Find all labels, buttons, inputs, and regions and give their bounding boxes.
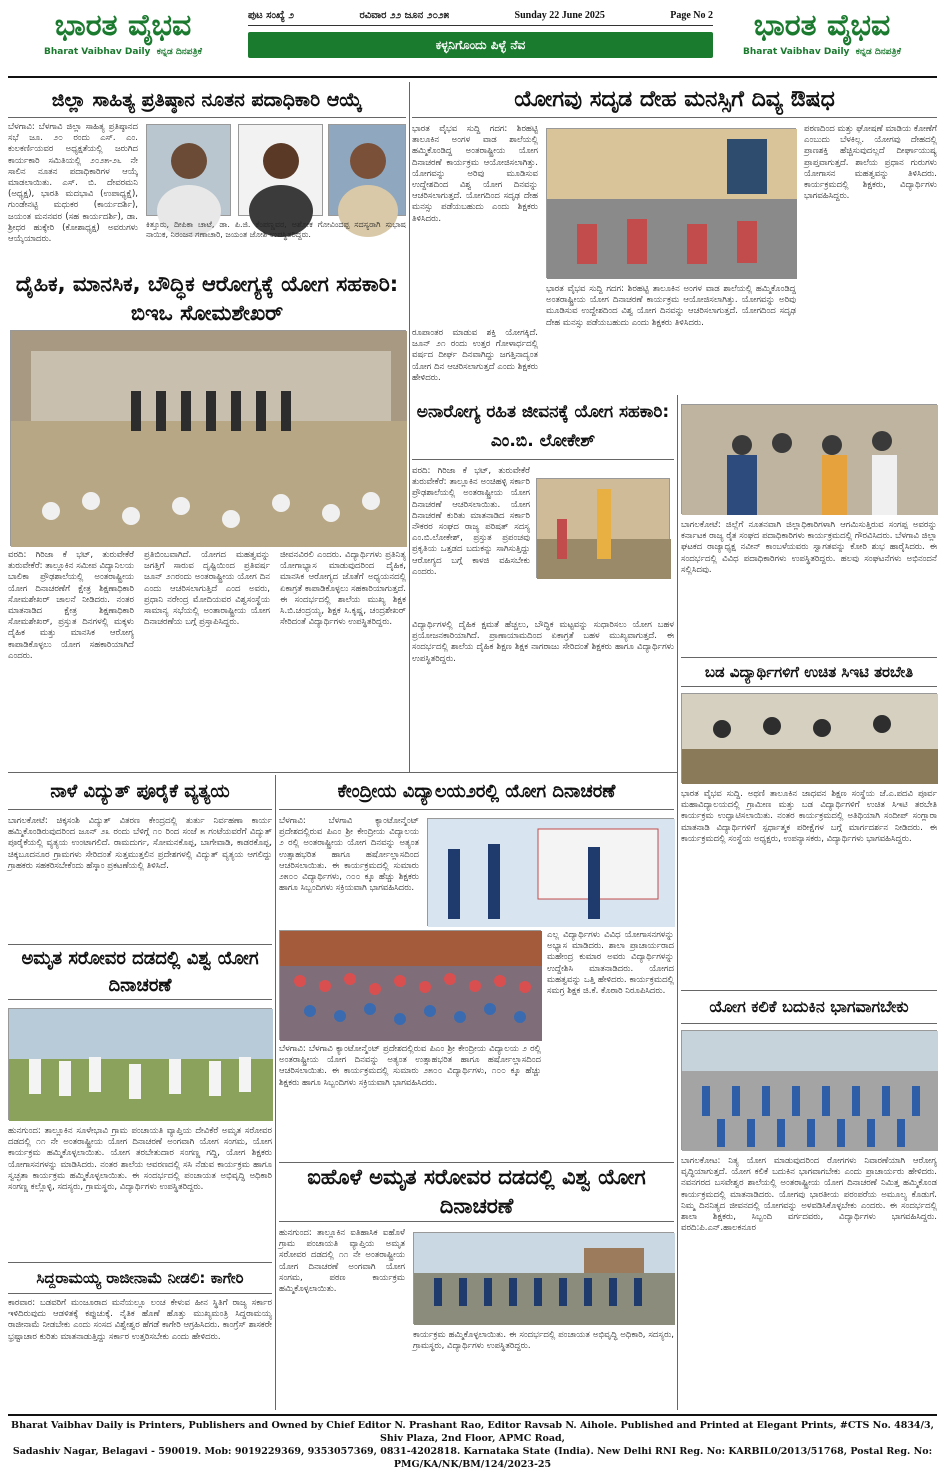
imprint-line: Sadashiv Nagar, Belagavi - 590019. Mob: 9019229369, 9353057369, 0831-4202818. Karnataka State (India). New Delhi RNI Reg. No: KARBIL0/2013/51768, Postal Reg. No: PMG/KA/NK/BM/124/2023-25 [12,1446,933,1470]
news-photo [536,478,670,578]
article-body: ಹುನಗುಂದ: ತಾಲ್ಲೂಕಿನ ಐತಿಹಾಸಿಕ ಐಹೊಳೆ ಗ್ರಾಮ ಪಂಚಾಯತಿ ವ್ಯಾಪ್ತಿಯ ಅಮೃತ ಸರೋವರ ದಡದಲ್ಲಿ ೧೧ ನೇ ಅಂತರಾಷ್ಟ್ರೀಯ ಯೋಗ ದಿನಾಚರಣೆ ಅಂಗವಾಗಿ ಯೋಗ ಸಂಗಮ, ಪಠಣ ಕಾರ್ಯಕ್ರಮ ಹಮ್ಮಿಕೊಳ್ಳಲಾಯಿತು. [279,1228,405,1295]
logo-subtitle: Bharat Vaibhav Daily [44,47,151,57]
assembly-icon [280,931,542,1041]
lakeside-yoga-icon [414,1233,675,1325]
portrait-photo [328,124,406,216]
stage-event-icon [682,694,938,784]
news-photo [427,818,674,926]
news-photo [10,330,406,546]
headline: ದೈಹಿಕ, ಮಾನಸಿಕ, ಬೌದ್ಧಿಕ ಆರೋಗ್ಯಕ್ಕೆ ಯೋಗ ಸಹಕಾರಿ: ಬಿಇಒ ಸೋಮಶೇಖರ್ [15,272,399,325]
news-photo [681,1030,937,1150]
page-number: Page No 2 [670,10,713,21]
divider [8,772,677,773]
divider [275,775,276,1410]
headline: ಯೋಗ ಕಲಿಕೆ ಬದುಕಿನ ಭಾಗವಾಗಬೇಕು [681,990,937,1024]
news-photo [681,404,937,514]
article-yoga-life [681,990,937,1410]
article-kendriya-vidyalaya [279,776,674,1160]
divider [409,82,410,772]
masthead [8,6,937,68]
news-photo [413,1232,674,1324]
issue-number: ಪುಟ ಸಂಖ್ಯೆ ೨ [248,10,295,21]
english-date: Sunday 22 June 2025 [514,10,605,21]
logo-title: ಭಾರತ ವೈಭವ [54,8,192,43]
kannada-date: ರವಿವಾರ ೨೨ ಜೂನ ೨೦೨೫ [359,10,450,21]
yoga-students-icon [428,819,675,927]
yoga-pose-icon [537,479,671,579]
portrait-photo [238,124,323,216]
headline: ಕೇಂದ್ರೀಯ ವಿದ್ಯಾಲಯ೨ರಲ್ಲಿ ಯೋಗ ದಿನಾಚರಣೆ [279,776,674,810]
headline: ಬಡ ವಿದ್ಯಾರ್ಥಿಗಳಿಗೆ ಉಚಿತ ಸಿಇಟಿ ತರಬೇತಿ [681,657,937,687]
logo-right [707,6,937,68]
article-cet-training [681,657,937,987]
masthead-rule [8,76,937,78]
article-body: ರೂಪಾಂತರ ಮಾಡುವ ಶಕ್ತಿ ಯೋಗಕ್ಕಿದೆ. ಜೂನ್ ೨೧ ರಂದು ಉತ್ತರ ಗೋಳಾರ್ಧದಲ್ಲಿ ವರ್ಷದ ದೀರ್ಘ ದಿನವಾಗಿದ್ದು ಜಗತ್ತಿನಾದ್ಯಂತ ಯೋಗ ದಿನ ಆಚರಿಸಲಾಗುತ್ತದೆ ಎಂದು ಶಿಕ್ಷಕರು ಹೇಳಿದರು. [412,328,538,383]
headline: ಯೋಗವು ಸದೃಡ ದೇಹ ಮನಸ್ಸಿಗೆ ದಿವ್ಯ ಔಷಧ [412,84,937,118]
imprint-footer [8,1414,937,1470]
outdoor-group-icon [9,1009,273,1121]
article-body: ಭಾರತ ವೈಭವ ಸುದ್ದಿ ಗದಗ: ಶಿರಹಟ್ಟಿ ತಾಲೂಕಿನ ಅಂಗಳ ವಾಡ ಶಾಲೆಯಲ್ಲಿ ಹಮ್ಮಿಕೊಂಡಿದ್ದ ಅಂತರಾಷ್ಟ್ರೀಯ ಯೋಗ ದಿನಾಚರಣೆ ಕಾರ್ಯಕ್ರಮ ಆಯೋಜಿಸಲಾಗಿತ್ತು. ಯೋಗವನ್ನು ಅರಿವು ಮೂಡಿಸುವ ಉದ್ದೇಶದಿಂದ ವಿಶ್ವ ಯೋಗ ದಿನವನ್ನು ಆಚರಿಸಲಾಗುತ್ತದೆ. ಯೋಗದಿಂದ ಸದೃಢ ದೇಹ ಮನಸ್ಸು ಪಡೆಯಬಹುದು ಎಂದು ಶಿಕ್ಷಕರು ತಿಳಿಸಿದರು. [412,124,538,224]
logo-subtitle-kn: ಕನ್ನಡ ದಿನಪತ್ರಿಕೆ [855,47,901,57]
masthead-center [248,6,713,68]
article-body: ಕಾರವಾರ: ಬಡವರಿಗೆ ಮಂಜೂರಾದ ಮನೆಯಲ್ಲೂ ಲಂಚ ಕೇಳುವ ಹೀನ ಸ್ಥಿತಿಗೆ ರಾಜ್ಯ ಸರ್ಕಾರ ಇಳಿದಿರುವುದು ಆಡಳಿತಕ್ಕೆ ಕಪ್ಪುಚುಕ್ಕೆ. ನೈತಿಕ ಹೊಣೆ ಹೊತ್ತು ಮುಖ್ಯಮಂತ್ರಿ ಸಿದ್ದರಾಮಯ್ಯ ರಾಜೀನಾಮೆ ನೀಡಬೇಕು ಎಂದು ಸಂಸದ ವಿಶ್ವೇಶ್ವರ ಹೆಗಡೆ ಕಾಗೇರಿ ಆಗ್ರಹಿಸಿದರು. ಕಾಂಗ್ರೆಸ್ ಶಾಸಕರೇ ಭ್ರಷ್ಟಾಚಾರ ಕುರಿತು ಮಾತನಾಡುತ್ತಿದ್ದು ಸರ್ಕಾರ ಉತ್ತರಿಸಬೇಕು ಎಂದು ಹೇಳಿದರು. [8,1298,272,1342]
article-body: ವಿದ್ಯಾರ್ಥಿಗಳಲ್ಲಿ ದೈಹಿಕ ಕ್ಷಮತೆ ಹೆಚ್ಚಲು, ಬೌದ್ಧಿಕ ಮಟ್ಟವನ್ನು ಸುಧಾರಿಸಲು ಯೋಗ ಬಹಳ ಪ್ರಯೋಜನಕಾರಿಯಾಗಿದೆ. ಪ್ರಾಣಾಯಾಮದಿಂದ ಏಕಾಗ್ರತೆ ಬಹಳ ಮುಖ್ಯವಾಗುತ್ತದೆ. ಈ ಸಂದರ್ಭದಲ್ಲಿ ಶಾಲೆಯ ದೈಹಿಕ ಶಿಕ್ಷಣ ಶಿಕ್ಷಕ ನಾಗರಾಜು ಸೇರಿದಂತೆ ಶಿಕ್ಷಕರು ಹಾಗೂ ವಿದ್ಯಾರ್ಥಿಗಳು ಉಪಸ್ಥಿತರಿದ್ದರು. [412,620,674,664]
article-body: ಬಾಗಲಕೋಟೆ: ಜಿಲ್ಲೆಗೆ ನೂತನವಾಗಿ ಜಿಲ್ಲಾಧಿಕಾರಿಗಳಾಗಿ ಆಗಮಿಸುತ್ತಿರುವ ಸಂಗಪ್ಪ ಅವರನ್ನು ಕರ್ನಾಟಕ ರಾಜ್ಯ ರೈತ ಸಂಘದ ಪದಾಧಿಕಾರಿಗಳು ಕಾರ್ಯಕ್ರಮದಲ್ಲಿ ಗೌರವಿಸಿದರು. ಬೆಳಗಾವಿ ಜಿಲ್ಲಾ ಘಟಕದ ರಾಜ್ಯಾಧ್ಯಕ್ಷ ನವೀನ್ ಕಾಂಬಳೆಯವರು ಸ್ವಾಗತವನ್ನು ಕೋರಿ ಶುಭ ಹಾರೈಸಿದರು. ಈ ಸಂದರ್ಭದಲ್ಲಿ ವಿವಿಧ ಪದಾಧಿಕಾರಿಗಳು ಉಪಸ್ಥಿತರಿದ್ದರು. ಹಲವು ಸಂಘಟನೆಗಳು ಅಭಿನಂದನೆ ಸಲ್ಲಿಸಿದವು. [681,520,937,575]
article-body: ಪಠಣದಿಂದ ಮತ್ತು ಘೋಷಣೆ ಮಾಡಿಯ ಕೋಣೆಗೆ ಎಂಬುದು ಬೆಳಕಿಲ್ಲ. ಯೋಗವು ದೇಹದಲ್ಲಿ ಪ್ರಾಣಶಕ್ತಿ ಹೆಚ್ಚಿಸುವುದಲ್ಲದೆ ದೀರ್ಘಾಯುಷ್ಯ ಪ್ರಾಪ್ತವಾಗುತ್ತದೆ. ಶಾಲೆಯ ಪ್ರಧಾನ ಗುರುಗಳು ಯೋಗಾಸನ ಮಹತ್ವವನ್ನು ತಿಳಿಸಿದರು. ಕಾರ್ಯಕ್ರಮದಲ್ಲಿ ಶಿಕ್ಷಕರು, ವಿದ್ಯಾರ್ಥಿಗಳು ಭಾಗವಹಿಸಿದ್ದರು. [804,124,937,202]
logo-title: ಭಾರತ ವೈಭವ [753,8,891,43]
article-body: ಭಾರತ ವೈಭವ ಸುದ್ದಿ. ಅಥಣಿ ತಾಲೂಕಿನ ಜಾಧವನ ಶಿಕ್ಷಣ ಸಂಸ್ಥೆಯ ಜೆ.ಎ.ಪದವಿ ಪೂರ್ವ ಮಹಾವಿದ್ಯಾಲಯದಲ್ಲಿ ಗ್ರಾಮೀಣ ಮತ್ತು ಬಡ ವಿದ್ಯಾರ್ಥಿಗಳಿಗೆ ಉಚಿತ ಸಿಇಟಿ ತರಬೇತಿ ಕಾರ್ಯಕ್ರಮ ಉದ್ಘಾಟಿಸಲಾಯಿತು. ನಂತರ ಕಾರ್ಯಕ್ರಮದಲ್ಲಿ ಅತಿಥಿಯಾಗಿ ಸಂದೀಪ್ ಸಂಗ್ಲಾರಾ ಮಾತನಾಡಿ ವಿದ್ಯಾರ್ಥಿಗಳಿಗೆ ಸ್ಪರ್ಧಾತ್ಮಕ ಪರೀಕ್ಷೆಗಳ ಬಗ್ಗೆ ಮಾರ್ಗದರ್ಶನ ನೀಡಿದರು. ಈ ಕಾರ್ಯಕ್ರಮದಲ್ಲಿ ಸಂಸ್ಥೆಯ ಅಧ್ಯಕ್ಷರು, ಉಪನ್ಯಾಸಕರು, ವಿದ್ಯಾರ್ಥಿಗಳು ಭಾಗವಹಿಸಿದ್ದರು. [681,789,937,844]
portrait-icon [147,125,232,217]
article-beo-yoga [8,268,406,768]
portrait-photo [146,124,231,216]
news-photo [546,128,796,278]
article-body: ಬೆಳಗಾವಿ: ಬೆಳಗಾವಿ ಕ್ಯಾಂಟೋನ್ಮೆಂಟ್ ಪ್ರದೇಶದಲ್ಲಿರುವ ಪಿಎಂ ಶ್ರೀ ಕೇಂದ್ರೀಯ ವಿದ್ಯಾಲಯ ೨ ರಲ್ಲಿ ಅಂತರಾಷ್ಟ್ರೀಯ ಯೋಗ ದಿನವನ್ನು ಅತ್ಯಂತ ಉತ್ಸಾಹಭರಿತ ಹಾಗೂ ಹರ್ಷೋಲ್ಲಾಸದಿಂದ ಆಚರಿಸಲಾಯಿತು. ಈ ಕಾರ್ಯಕ್ರಮದಲ್ಲಿ ಸುಮಾರು ೨೫೦೦ ವಿದ್ಯಾರ್ಥಿಗಳು, ೧೦೦ ಕ್ಕೂ ಹೆಚ್ಚು ಶಿಕ್ಷಕರು ಹಾಗೂ ಸಿಬ್ಬಂದಿಗಳು ಸಕ್ರಿಯವಾಗಿ ಭಾಗವಹಿಸಿದರು. [279,816,419,894]
article-kageri [8,1262,272,1410]
article-body: ಪ್ರತಿಬಿಂಬವಾಗಿದೆ. ಯೋಗದ ಮಹತ್ವವನ್ನು ಜಗತ್ತಿಗೆ ಸಾರುವ ದೃಷ್ಟಿಯಿಂದ ಪ್ರತಿವರ್ಷ ಜೂನ್ ೨೧ರಂದು ಅಂತರಾಷ್ಟ್ರೀಯ ಯೋಗ ದಿನ ಎಂದು ಆಚರಿಸಲಾಗುತ್ತಿದೆ ಎಂದ ಅವರು, ಪ್ರಧಾನಿ ನರೇಂದ್ರ ಮೋದಿಯವರ ವಿಶ್ವಸಂಸ್ಥೆಯ ಸಾಮಾನ್ಯ ಸಭೆಯಲ್ಲಿ ಅಂತಾರಾಷ್ಟ್ರೀಯ ಯೋಗ ದಿನಾಚರಣೆಯ ಬಗ್ಗೆ ಪ್ರಸ್ತಾಪಿಸಿದ್ದರು. [144,550,270,628]
dateline [248,6,713,26]
portrait-icon [239,125,324,217]
article-lokesh [412,398,674,768]
headline: ಐಹೊಳೆ ಅಮೃತ ಸರೋವರ ದಡದಲ್ಲಿ ವಿಶ್ವ ಯೋಗ ದಿನಾಚರಣೆ [279,1162,674,1222]
logo-left [8,6,238,68]
article-aihole [279,1162,674,1410]
news-photo [8,1008,272,1120]
article-body: ಹುನಗುಂದ: ತಾಲ್ಲೂಕಿನ ಸೂಳೇಭಾವಿ ಗ್ರಾಮ ಪಂಚಾಯತಿ ವ್ಯಾಪ್ತಿಯ ದೇವಿಕೆರೆ ಅಮೃತ ಸರೋವರ ದಡದಲ್ಲಿ ೧೧ ನೇ ಅಂತರಾಷ್ಟ್ರೀಯ ಯೋಗ ದಿನಾಚರಣೆ ಅಂಗವಾಗಿ ಯೋಗ ಸಂಗಮ, ಯೋಗ ಕಾರ್ಯಕ್ರಮ ಹಮ್ಮಿಕೊಳ್ಳಲಾಯಿತು. ಯೋಗ ತರಬೇತುದಾರ ಸಂಗಣ್ಣ ಗದ್ದಿ, ಯೋಗ ಶಿಕ್ಷಕರು ಯೋಗಾಸನಗಳನ್ನು ಮಾಡಿಸಿದರು. ನಂತರ ಶಾಲೆಯ ಆವರಣದಲ್ಲಿ ಸಸಿ ನೆಡುವ ಕಾರ್ಯಕ್ರಮ ಹಾಗೂ ಸ್ವಚ್ಛತಾ ಕಾರ್ಯಕ್ರಮ ಹಮ್ಮಿಕೊಳ್ಳಲಾಯಿತು. ಈ ಸಂದರ್ಭದಲ್ಲಿ ಪಂಚಾಯತ ಅಭಿವೃದ್ಧಿ ಅಧಿಕಾರಿ ಸಂಗಣ್ಣ ಕಲ್ಲೊಳ್ಳಿ, ಸದಸ್ಯರು, ಗ್ರಾಮಸ್ಥರು, ವಿದ್ಯಾರ್ಥಿಗಳು ಉಪಸ್ಥಿತರಿದ್ದರು. [8,1126,272,1193]
article-body: ಬಾಗಲಕೋಟೆ: ಚಿಕ್ಕಸಂಶಿ ವಿದ್ಯುತ್ ವಿತರಣ ಕೇಂದ್ರದಲ್ಲಿ ತುರ್ತು ನಿರ್ವಹಣಾ ಕಾರ್ಯ ಹಮ್ಮಿಕೊಂಡಿರುವುದರಿಂದ ಜೂನ್ ೨೩ ರಂದು ಬೆಳಿಗ್ಗೆ ೧೦ ರಿಂದ ಸಂಜೆ ೫ ಗಂಟೆಯವರೆಗೆ ವಿದ್ಯುತ್ ಪೂರೈಕೆಯಲ್ಲಿ ವ್ಯತ್ಯಯ ಉಂಟಾಗಲಿದೆ. ರಾಮದುರ್ಗ, ಸೋಮನಕೊಪ್ಪ, ಬಾಗೇವಾಡಿ, ಕಾಡರಕೊಪ್ಪ, ಚಿಕ್ಕಬೂದನೂರ ಗ್ರಾಮಗಳು ಸೇರಿದಂತೆ ಸುತ್ತಮುತ್ತಲಿನ ಪ್ರದೇಶಗಳಲ್ಲಿ ವಿದ್ಯುತ್ ವ್ಯತ್ಯಯ ಆಗಲಿದ್ದು ಗ್ರಾಹಕರು ಸಹಕರಿಸಬೇಕೆಂದು ಹೆಸ್ಕಾಂ ಪ್ರಕಟಣೆಯಲ್ಲಿ ತಿಳಿಸಿದೆ. [8,816,272,871]
article-body: ವರದಿ: ಗಿರಿಜಾ ಕೆ ಭಟ್, ತುರುವೇಕೆರೆ ತುರುವೇಕೆರೆ: ತಾಲ್ಲೂಕಿನ ಅಂಚಿಹಳ್ಳಿ ಸರ್ಕಾರಿ ಪ್ರೌಢಶಾಲೆಯಲ್ಲಿ ಅಂತರಾಷ್ಟ್ರೀಯ ಯೋಗ ದಿನಾಚರಣೆ ಆಚರಿಸಲಾಯಿತು. ಯೋಗ ದಿನಾಚರಣೆ ಕುರಿತು ಮಾತನಾಡಿದ ಸರ್ಕಾರಿ ನೌಕರರ ಸಂಘದ ರಾಜ್ಯ ಪರಿಷತ್ ಸದಸ್ಯ ಎಂ.ಬಿ.ಲೋಕೇಶ್, ಪ್ರಸ್ತುತ ಪ್ರಪಂಚವು ಪ್ರಕೃತಿಯ ಒತ್ತಡದ ಬದುಕನ್ನು ಸಾಗಿಸುತ್ತಿದ್ದು ಆರೋಗ್ಯದ ಬಗ್ಗೆ ಕಾಳಜಿ ವಹಿಸಬೇಕು ಎಂದರು. [412,466,530,577]
news-photo [279,930,541,1040]
article-body: ವರದಿ: ಗಿರಿಜಾ ಕೆ ಭಟ್, ತುರುವೇಕೆರೆ ತುರುವೇಕೆರೆ: ತಾಲ್ಲೂಕಿನ ಸಮೀಪ ವಿದ್ಯಾನಿಲಯ ಬಾಲಿಕಾ ಪ್ರೌಢಶಾಲೆಯಲ್ಲಿ ಅಂತರಾಷ್ಟ್ರೀಯ ಯೋಗ ದಿನಾಚರಣೆಗೆ ಕ್ಷೇತ್ರ ಶಿಕ್ಷಣಾಧಿಕಾರಿ ಸೋಮಶೇಖರ್ ಚಾಲನೆ ನೀಡಿದರು. ನಂತರ ಮಾತನಾಡಿದ ಕ್ಷೇತ್ರ ಶಿಕ್ಷಣಾಧಿಕಾರಿ ಸೋಮಶೇಖರ್, ಪ್ರಸ್ತುತ ದಿನಗಳಲ್ಲಿ ಮಕ್ಕಳು ದೈಹಿಕ ಮತ್ತು ಮಾನಸಿಕ ಆರೋಗ್ಯ ಕಾಪಾಡಿಕೊಳ್ಳಲು ಯೋಗ ಸಹಕಾರಿಯಾಗಿದೆ ಎಂದರು. [8,550,134,661]
portrait-icon [329,125,407,217]
article-body: ಬೆಳಗಾವಿ: ಬೆಳಗಾವಿ ಜಿಲ್ಲಾ ಸಾಹಿತ್ಯ ಪ್ರತಿಷ್ಠಾನದ ಸಭೆ ಜೂ. ೨೦ ರಂದು ಎಸ್. ಎಂ. ಕುಲಕರ್ಣಿಯವರ ಅಧ್ಯಕ್ಷತೆಯಲ್ಲಿ ಜರುಗಿದ ಕಾರ್ಯಕಾರಿ ಸಮಿತಿಯಲ್ಲಿ ೨೦೨೫-೨೬ ನೇ ಸಾಲಿನ ನೂತನ ಪದಾಧಿಕಾರಿಗಳ ಆಯ್ಕೆ ಮಾಡಲಾಯಿತು. ಎಸ್. ಬಿ. ದೇವರಮನಿ (ಅಧ್ಯಕ್ಷ), ಭಾರತಿ ಮದಭಾವಿ (ಉಪಾಧ್ಯಕ್ಷೆ), ಗುಂಡೇನಟ್ಟಿ ಮಧುಕರ (ಕಾರ್ಯದರ್ಶಿ), ಜಯಂತ ಮನನವರ (ಸಹ ಕಾರ್ಯದರ್ಶಿ), ಡಾ. ಶ್ರೀಧರ ಹುಕ್ಕೇರಿ (ಕೋಶಾಧ್ಯಕ್ಷ) ಅವರುಗಳು ಆಯ್ಕೆಯಾದರು. [8,122,138,245]
article-sahitya [8,84,406,264]
headline: ಅಮೃತ ಸರೋವರ ದಡದಲ್ಲಿ ವಿಶ್ವ ಯೋಗ ದಿನಾಚರಣೆ [8,944,272,1000]
headline: ಅನಾರೋಗ್ಯ ರಹಿತ ಜೀವನಕ್ಕೆ ಯೋಗ ಸಹಕಾರಿ: ಎಂ.ಬಿ. ಲೋಕೇಶ್ [412,398,674,460]
imprint-line: Bharat Vaibhav Daily is Printers, Publishers and Owned by Chief Editor N. Prashant Rao, Editor Ravsab N. Aihole. Published and Printed at Elegant Prints, #CTS No. 4834/3, Shiv Plaza, 2nd Floor, APMC Road, [11,1420,934,1444]
felicitation-icon [682,405,938,515]
photo-caption: ಕಿತ್ತೂರು, ದೀಪಿಕಾ ಚಾಟೆ, ಡಾ. ಪಿ.ಜಿ. ಕೆಂಪಣ್ಣವರ, ಅಶೋಕ ಗೋವಿಂದಪ್ಪ ಸದಸ್ಯರಾಗಿ ಸುಭಾಷ ನಾಯಿಕ, ನಿರಂಜನ ಗಣಾಚಾರಿ, ಜಯಂತ ಜೋಶಿ ಉಪಸ್ಥಿತರಿದ್ದರು. [146,220,406,239]
article-yoga-medicine [412,84,937,394]
article-body: ಎಲ್ಲ ವಿದ್ಯಾರ್ಥಿಗಳು ವಿವಿಧ ಯೋಗಾಸನಗಳನ್ನು ಅಭ್ಯಾಸ ಮಾಡಿದರು. ಶಾಲಾ ಪ್ರಾಚಾರ್ಯರಾದ ಮಹೇಂದ್ರ ಕುಮಾರ ಅವರು ವಿದ್ಯಾರ್ಥಿಗಳನ್ನು ಉದ್ದೇಶಿಸಿ ಮಾತನಾಡಿದರು. ಯೋಗದ ಮಹತ್ವವನ್ನು ಒತ್ತಿ ಹೇಳಿದರು. ಕಾರ್ಯಕ್ರಮದಲ್ಲಿ ಸಮಗ್ರ ಶಿಕ್ಷಕ ಜಿ.ಕೆ. ಕೊಠಾರಿ ನಿರೂಪಿಸಿದರು. [547,930,674,997]
news-photo [681,693,937,783]
divider [677,395,678,1410]
article-body: ಕಾರ್ಯಕ್ರಮ ಹಮ್ಮಿಕೊಳ್ಳಲಾಯಿತು. ಈ ಸಂದರ್ಭದಲ್ಲಿ ಪಂಚಾಯತ ಅಭಿವೃದ್ಧಿ ಅಧಿಕಾರಿ, ಸದಸ್ಯರು, ಗ್ರಾಮಸ್ಥರು, ವಿದ್ಯಾರ್ಥಿಗಳು ಉಪಸ್ಥಿತರಿದ್ದರು. [413,1330,674,1352]
article-power-cut [8,776,272,941]
logo-subtitle-kn: ಕನ್ನಡ ದಿನಪತ್ರಿಕೆ [156,47,202,57]
headline: ಸಿದ್ದರಾಮಯ್ಯ ರಾಜೀನಾಮೆ ನೀಡಲಿ: ಕಾಗೇರಿ [8,1262,272,1294]
article-body: ಜೀವನವಿರಲಿ ಎಂದರು. ವಿದ್ಯಾರ್ಥಿಗಳು ಪ್ರತಿನಿತ್ಯ ಯೋಗಾಭ್ಯಾಸ ಮಾಡುವುದರಿಂದ ದೈಹಿಕ, ಮಾನಸಿಕ ಆರೋಗ್ಯದ ಜೊತೆಗೆ ಅಧ್ಯಯನದಲ್ಲಿ ಏಕಾಗ್ರತೆ ಕಾಪಾಡಿಕೊಳ್ಳಲು ಸಹಕಾರಿಯಾಗುತ್ತದೆ. ಈ ಸಂದರ್ಭದಲ್ಲಿ ಶಾಲೆಯ ಮುಖ್ಯ ಶಿಕ್ಷಕ ಸಿ.ಬಿ.ಚಂದ್ರಯ್ಯ, ಶಿಕ್ಷಕ ಸಿ.ಕೃಷ್ಣ, ಚಂದ್ರಶೇಖರ್ ಸೇರಿದಂತೆ ವಿದ್ಯಾರ್ಥಿಗಳು ಉಪಸ್ಥಿತರಿದ್ದರು. [280,550,406,628]
headline: ನಾಳೆ ವಿದ್ಯುತ್ ಪೂರೈಕೆ ವ್ಯತ್ಯಯ [8,776,272,810]
classroom-yoga-icon [547,129,797,279]
article-amrut-sarovar [8,944,272,1259]
article-body: ಭಾರತ ವೈಭವ ಸುದ್ದಿ ಗದಗ: ಶಿರಹಟ್ಟಿ ತಾಲೂಕಿನ ಅಂಗಳ ವಾಡ ಶಾಲೆಯಲ್ಲಿ ಹಮ್ಮಿಕೊಂಡಿದ್ದ ಅಂತರಾಷ್ಟ್ರೀಯ ಯೋಗ ದಿನಾಚರಣೆ ಕಾರ್ಯಕ್ರಮ ಆಯೋಜಿಸಲಾಗಿತ್ತು. ಯೋಗವನ್ನು ಅರಿವು ಮೂಡಿಸುವ ಉದ್ದೇಶದಿಂದ ವಿಶ್ವ ಯೋಗ ದಿನವನ್ನು ಆಚರಿಸಲಾಗುತ್ತದೆ. ಯೋಗದಿಂದ ಸದೃಢ ದೇಹ ಮನಸ್ಸು ಪಡೆಯಬಹುದು ಎಂದು ಶಿಕ್ಷಕರು ತಿಳಿಸಿದರು. [546,284,796,328]
article-felicitation [681,398,937,653]
logo-subtitle: Bharat Vaibhav Daily [743,47,850,57]
tagline: ಕಳ್ಳನಿಗೊಂದು ಪಿಳ್ಳೆ ನೆವ [248,32,713,58]
article-body: ಬಾಗಲಕೋಟ: ನಿತ್ಯ ಯೋಗ ಮಾಡುವುದರಿಂದ ರೋಗಗಳು ನಿವಾರಣೆಯಾಗಿ ಆರೋಗ್ಯ ವೃದ್ಧಿಯಾಗುತ್ತದೆ. ಯೋಗ ಕಲಿಕೆ ಬದುಕಿನ ಭಾಗವಾಗಬೇಕು ಎಂದು ಪ್ರಾಚಾರ್ಯರು ಹೇಳಿದರು. ನವನಗರದ ಬಸವೇಶ್ವರ ಶಾಲೆಯಲ್ಲಿ ಅಂತರಾಷ್ಟ್ರೀಯ ಯೋಗ ದಿನಾಚರಣೆ ನಿಮಿತ್ತ ಹಮ್ಮಿಕೊಂಡ ಕಾರ್ಯಕ್ರಮದಲ್ಲಿ ಮಾತನಾಡಿದರು. ಯೋಗವು ಭಾರತೀಯ ಪರಂಪರೆಯ ಅಮೂಲ್ಯ ಕೊಡುಗೆ. ನಿಮ್ಮ ದಿನನಿತ್ಯದ ಜೀವನದಲ್ಲಿ ಯೋಗವನ್ನು ಅಳವಡಿಸಿಕೊಳ್ಳಬೇಕು ಎಂದರು. ಈ ಸಂದರ್ಭದಲ್ಲಿ ಶಾಲಾ ಶಿಕ್ಷಕರು, ಸಿಬ್ಬಂದಿ ವರ್ಗದವರು, ವಿದ್ಯಾರ್ಥಿಗಳು ಭಾಗವಹಿಸಿದ್ದರು. ವರದಿ:ಪಿ.ಎನ್.ಹಾಲಕನೂರ [681,1156,937,1234]
article-body: ಬೆಳಗಾವಿ: ಬೆಳಗಾವಿ ಕ್ಯಾಂಟೋನ್ಮೆಂಟ್ ಪ್ರದೇಶದಲ್ಲಿರುವ ಪಿಎಂ ಶ್ರೀ ಕೇಂದ್ರೀಯ ವಿದ್ಯಾಲಯ ೨ ರಲ್ಲಿ ಅಂತರಾಷ್ಟ್ರೀಯ ಯೋಗ ದಿನವನ್ನು ಅತ್ಯಂತ ಉತ್ಸಾಹಭರಿತ ಹಾಗೂ ಹರ್ಷೋಲ್ಲಾಸದಿಂದ ಆಚರಿಸಲಾಯಿತು. ಈ ಕಾರ್ಯಕ್ರಮದಲ್ಲಿ ಸುಮಾರು ೨೫೦೦ ವಿದ್ಯಾರ್ಥಿಗಳು, ೧೦೦ ಕ್ಕೂ ಹೆಚ್ಚು ಶಿಕ್ಷಕರು ಹಾಗೂ ಸಿಬ್ಬಂದಿಗಳು ಸಕ್ರಿಯವಾಗಿ ಭಾಗವಹಿಸಿದರು. [279,1044,541,1088]
headline: ಜಿಲ್ಲಾ ಸಾಹಿತ್ಯ ಪ್ರತಿಷ್ಠಾನ ನೂತನ ಪದಾಧಿಕಾರಿ ಆಯ್ಕೆ [8,84,406,118]
mass-yoga-icon [682,1031,938,1151]
group-photo-icon [11,331,407,547]
